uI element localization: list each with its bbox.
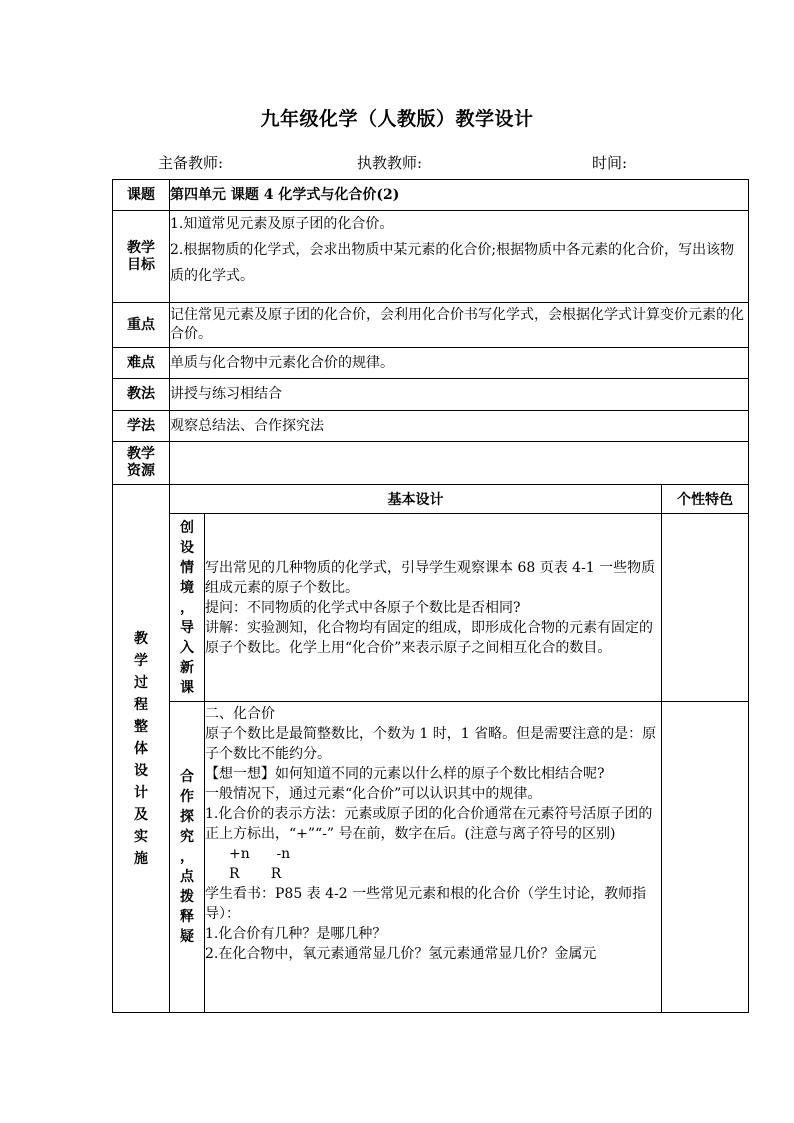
stage2-content xyxy=(205,702,662,1013)
stage1-char: 入 xyxy=(180,639,194,656)
stage1-char: 创 xyxy=(180,519,194,536)
row-stage1 xyxy=(113,514,749,702)
goals-label xyxy=(113,211,170,303)
stage2-char: 拨 xyxy=(180,889,194,905)
side-char: 体 xyxy=(134,740,148,757)
stage2-char: 探 xyxy=(180,809,194,825)
row-goals xyxy=(113,211,749,303)
row-learning xyxy=(113,411,749,442)
stage2-line: 1.化合价的表示方法：元素或原子团的化合价通常在元素符号活原子团的正上方标出，“+”“-” 号在前，数字在后。(注意与离子符号的区别) xyxy=(205,806,653,842)
difficulty-value: 单质与化合物中元素化合价的规律。 xyxy=(170,348,749,379)
goals-label-line2: 目标 xyxy=(127,256,155,273)
stage1-char: 境 xyxy=(180,579,194,596)
stage2-line: 2.在化合物中，氧元素通常显几价？氢元素通常显几价？金属元 xyxy=(205,946,597,962)
stage1-line: 写出常见的几种物质的化学式，引导学生观察课本 68 页表 4-1 一些物质组成元素的原子个数比。 xyxy=(205,559,656,596)
method-label: 教法 xyxy=(113,379,170,411)
topic-label: 课题 xyxy=(113,180,170,211)
row-process-header xyxy=(113,485,749,514)
stage1-char: 课 xyxy=(180,679,194,696)
lesson-plan-table xyxy=(112,179,749,1013)
side-char: 学 xyxy=(134,652,148,669)
resources-label-line1: 教学 xyxy=(127,446,155,462)
stage1-char: ， xyxy=(180,599,194,616)
row-key xyxy=(113,303,749,348)
side-char: 计 xyxy=(134,784,148,801)
exec-teacher-label: 执教教师: xyxy=(357,154,423,172)
stage1-char: 导 xyxy=(180,619,194,636)
valence-formula-top: +n -n xyxy=(229,846,291,862)
learning-value: 观察总结法、合作探究法 xyxy=(170,411,749,442)
row-method xyxy=(113,379,749,411)
time-label: 时间: xyxy=(592,154,628,172)
stage2-char: 究 xyxy=(180,829,194,845)
stage2-char: 释 xyxy=(180,909,194,925)
row-resources xyxy=(113,442,749,485)
personal-feature-header: 个性特色 xyxy=(662,485,749,514)
key-label: 重点 xyxy=(113,303,170,348)
goals-content xyxy=(170,211,749,303)
goals-label-line1: 教学 xyxy=(127,239,155,256)
row-stage2 xyxy=(113,702,749,1013)
method-value: 讲授与练习相结合 xyxy=(170,379,749,411)
stage2-personal xyxy=(662,702,749,1013)
side-char: 施 xyxy=(134,850,148,867)
stage1-char: 情 xyxy=(180,559,194,576)
stage1-label xyxy=(170,514,205,702)
resources-value xyxy=(170,442,749,485)
stage2-line: 1.化合价有几种？是哪几种？ xyxy=(205,926,387,942)
stage1-char: 设 xyxy=(180,539,194,556)
side-char: 设 xyxy=(134,762,148,779)
side-char: 整 xyxy=(134,718,148,735)
resources-label xyxy=(113,442,170,485)
stage1-char: 新 xyxy=(180,659,194,676)
stage2-char: 作 xyxy=(180,789,194,805)
stage1-line: 讲解：实验测知，化合物均有固定的组成，即形成化合物的元素有固定的原子个数比。化学上用“化合价”来表示原子之间相互化合的数目。 xyxy=(205,619,653,656)
stage2-char: 合 xyxy=(180,769,194,785)
stage2-char: ， xyxy=(180,849,194,865)
learning-label: 学法 xyxy=(113,411,170,442)
stage2-line: 原子个数比是最简整数比，个数为 1 时，1 省略。但是需要注意的是：原子个数比不能约分。 xyxy=(205,726,657,762)
side-char: 程 xyxy=(134,696,148,713)
side-char: 实 xyxy=(134,828,148,845)
stage2-line: 一般情况下，通过元素“化合价”可以认识其中的规律。 xyxy=(205,786,542,802)
stage2-char: 点 xyxy=(180,869,194,885)
basic-design-header: 基本设计 xyxy=(170,485,662,514)
difficulty-label: 难点 xyxy=(113,348,170,379)
topic-value: 第四单元 课题 4 化学式与化合价(2) xyxy=(170,180,749,211)
row-topic xyxy=(113,180,749,211)
goal-item-1: 1.知道常见元素及原子团的化合价。 xyxy=(170,216,394,232)
side-char: 教 xyxy=(134,630,148,647)
row-difficulty xyxy=(113,348,749,379)
stage2-line: 【想一想】如何知道不同的元素以什么样的原子个数比相结合呢? xyxy=(205,766,605,782)
stage2-char: 疑 xyxy=(180,929,194,945)
stage1-line: 提问：不同物质的化学式中各原子个数比是否相同? xyxy=(205,599,521,616)
stage2-line: 二、化合价 xyxy=(205,706,275,722)
side-char: 过 xyxy=(134,674,148,691)
key-value: 记住常见元素及原子团的化合价，会利用化合价书写化学式，会根据化学式计算变价元素的化合价。 xyxy=(170,303,749,348)
resources-label-line2: 资源 xyxy=(127,463,155,479)
main-teacher-label: 主备教师: xyxy=(158,154,224,172)
valence-formula-bottom: R R xyxy=(229,866,282,882)
stage2-label xyxy=(170,702,205,1013)
side-char: 及 xyxy=(134,806,148,823)
stage1-personal xyxy=(662,514,749,702)
stage1-content xyxy=(205,514,662,702)
stage2-line: 学生看书：P85 表 4-2 一些常见元素和根的化合价（学生讨论，教师指导）： xyxy=(205,886,647,922)
process-side-label xyxy=(113,485,170,1013)
goal-item-2: 2.根据物质的化学式，会求出物质中某元素的化合价;根据物质中各元素的化合价，写出该物质的化学式。 xyxy=(170,242,735,284)
document-title: 九年级化学（人教版）教学设计 xyxy=(260,108,534,130)
